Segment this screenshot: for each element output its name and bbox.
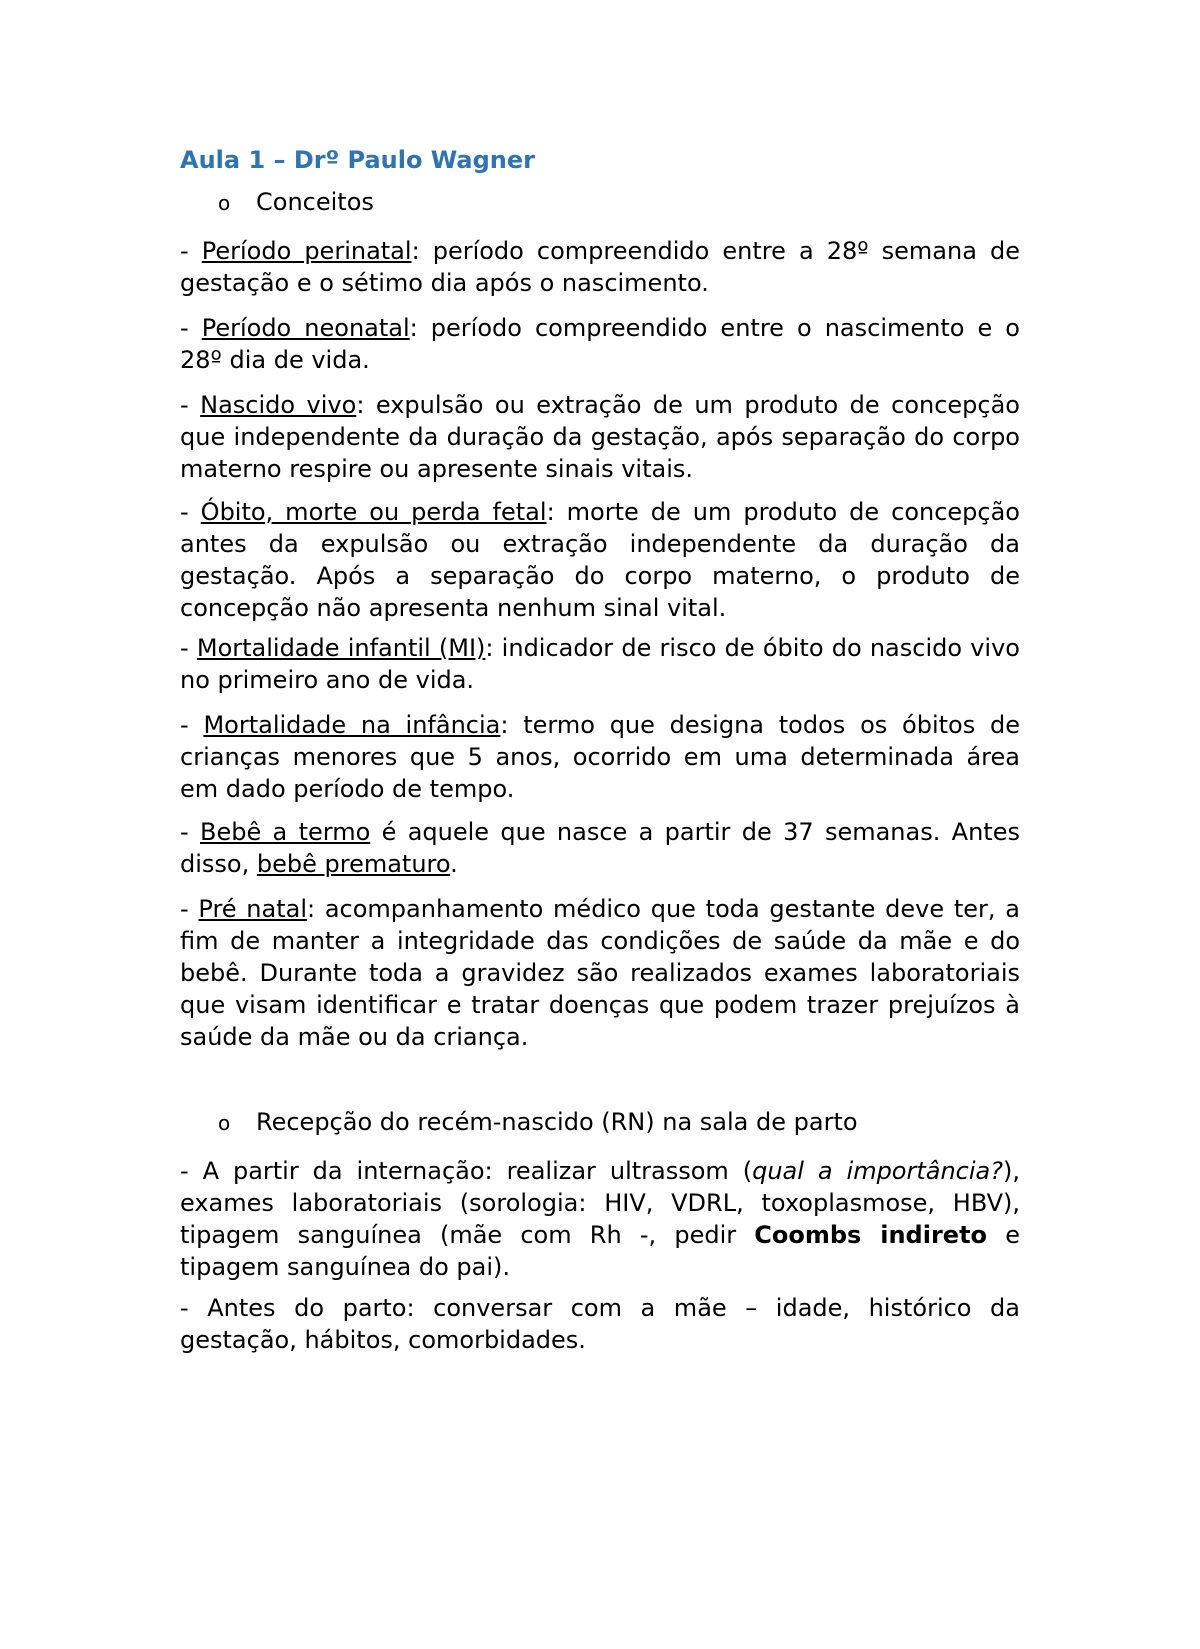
section-heading-text: Conceitos — [256, 188, 374, 216]
term: Período neonatal — [201, 314, 410, 342]
term: Pré natal — [198, 895, 308, 923]
term: Óbito, morte ou perda fetal — [200, 498, 547, 526]
section-heading-conceitos — [218, 187, 374, 218]
definition: : expulsão ou extração de um produto de concepção que independente da duração da gestação, após separação do corpo materno respire ou apresente sinais vitais. — [180, 391, 1020, 483]
hollow-bullet-icon: o — [218, 191, 231, 215]
paragraph-bebe-a-termo — [180, 816, 1020, 880]
paragraph-obito-fetal — [180, 496, 1020, 624]
paragraph-periodo-perinatal — [180, 235, 1020, 299]
dash-prefix: - — [180, 314, 202, 342]
paragraph-mortalidade-na-infancia — [180, 709, 1020, 805]
text-segment: ), exames laboratoriais (sorologia: HIV, VDRL, toxoplasmose, HBV), tipagem sanguínea (mãe com Rh -, pedir — [180, 1157, 1020, 1249]
document-title: Aula 1 – Drº Paulo Wagner — [180, 146, 535, 174]
definition: é aquele que nasce a partir de 37 semanas. Antes disso, — [180, 818, 1020, 878]
term-secondary: bebê prematuro — [256, 850, 451, 878]
dash-prefix: - — [180, 237, 202, 265]
dash-prefix: - — [180, 391, 201, 419]
dash-prefix: - — [180, 895, 199, 923]
dash-prefix: - — [180, 498, 201, 526]
definition: : indicador de risco de óbito do nascido vivo no primeiro ano de vida. — [180, 634, 1020, 694]
definition: : morte de um produto de concepção antes da expulsão ou extração independente da duração da gestação. Após a separação do corpo materno, o produto de concepção não apresenta nenhum sinal vital. — [180, 498, 1020, 622]
italic-question: qual a importância? — [752, 1157, 1003, 1185]
hollow-bullet-icon: o — [218, 1111, 231, 1135]
definition: : período compreendido entre o nascimento e o 28º dia de vida. — [180, 314, 1020, 374]
term: Bebê a termo — [200, 818, 371, 846]
text-segment: - A partir da internação: realizar ultrassom ( — [180, 1157, 753, 1185]
dash-prefix: - — [180, 711, 204, 739]
dash-prefix: - — [180, 818, 200, 846]
paragraph-a-partir-da-internacao — [180, 1155, 1020, 1283]
paragraph-nascido-vivo — [180, 389, 1020, 485]
paragraph-periodo-neonatal — [180, 312, 1020, 376]
definition: : termo que designa todos os óbitos de crianças menores que 5 anos, ocorrido em uma determinada área em dado período de tempo. — [180, 711, 1020, 803]
term: Período perinatal — [201, 237, 412, 265]
text-segment: - Antes do parto: conversar com a mãe – idade, histórico da gestação, hábitos, comorbidades. — [180, 1294, 1020, 1354]
term: Nascido vivo — [200, 391, 357, 419]
term: Mortalidade infantil (MI) — [196, 634, 486, 662]
paragraph-pre-natal — [180, 893, 1020, 1053]
definition-end: . — [450, 850, 458, 878]
term: Mortalidade na infância — [203, 711, 501, 739]
section-heading-text: Recepção do recém-nascido (RN) na sala de parto — [256, 1108, 858, 1136]
bold-term: Coombs indireto — [754, 1221, 988, 1249]
section-heading-recepcao-rn — [218, 1107, 858, 1138]
text-segment: e tipagem sanguínea do pai). — [180, 1221, 1020, 1281]
definition: : período compreendido entre a 28º semana de gestação e o sétimo dia após o nascimento. — [180, 237, 1020, 297]
dash-prefix: - — [180, 634, 197, 662]
definition: : acompanhamento médico que toda gestante deve ter, a fim de manter a integridade das condições de saúde da mãe e do bebê. Durante toda a gravidez são realizados exames laboratoriais que visam identificar e tratar doenças que podem trazer prejuízos à saúde da mãe ou da criança. — [180, 895, 1020, 1051]
paragraph-antes-do-parto — [180, 1292, 1020, 1356]
paragraph-mortalidade-infantil — [180, 632, 1020, 696]
